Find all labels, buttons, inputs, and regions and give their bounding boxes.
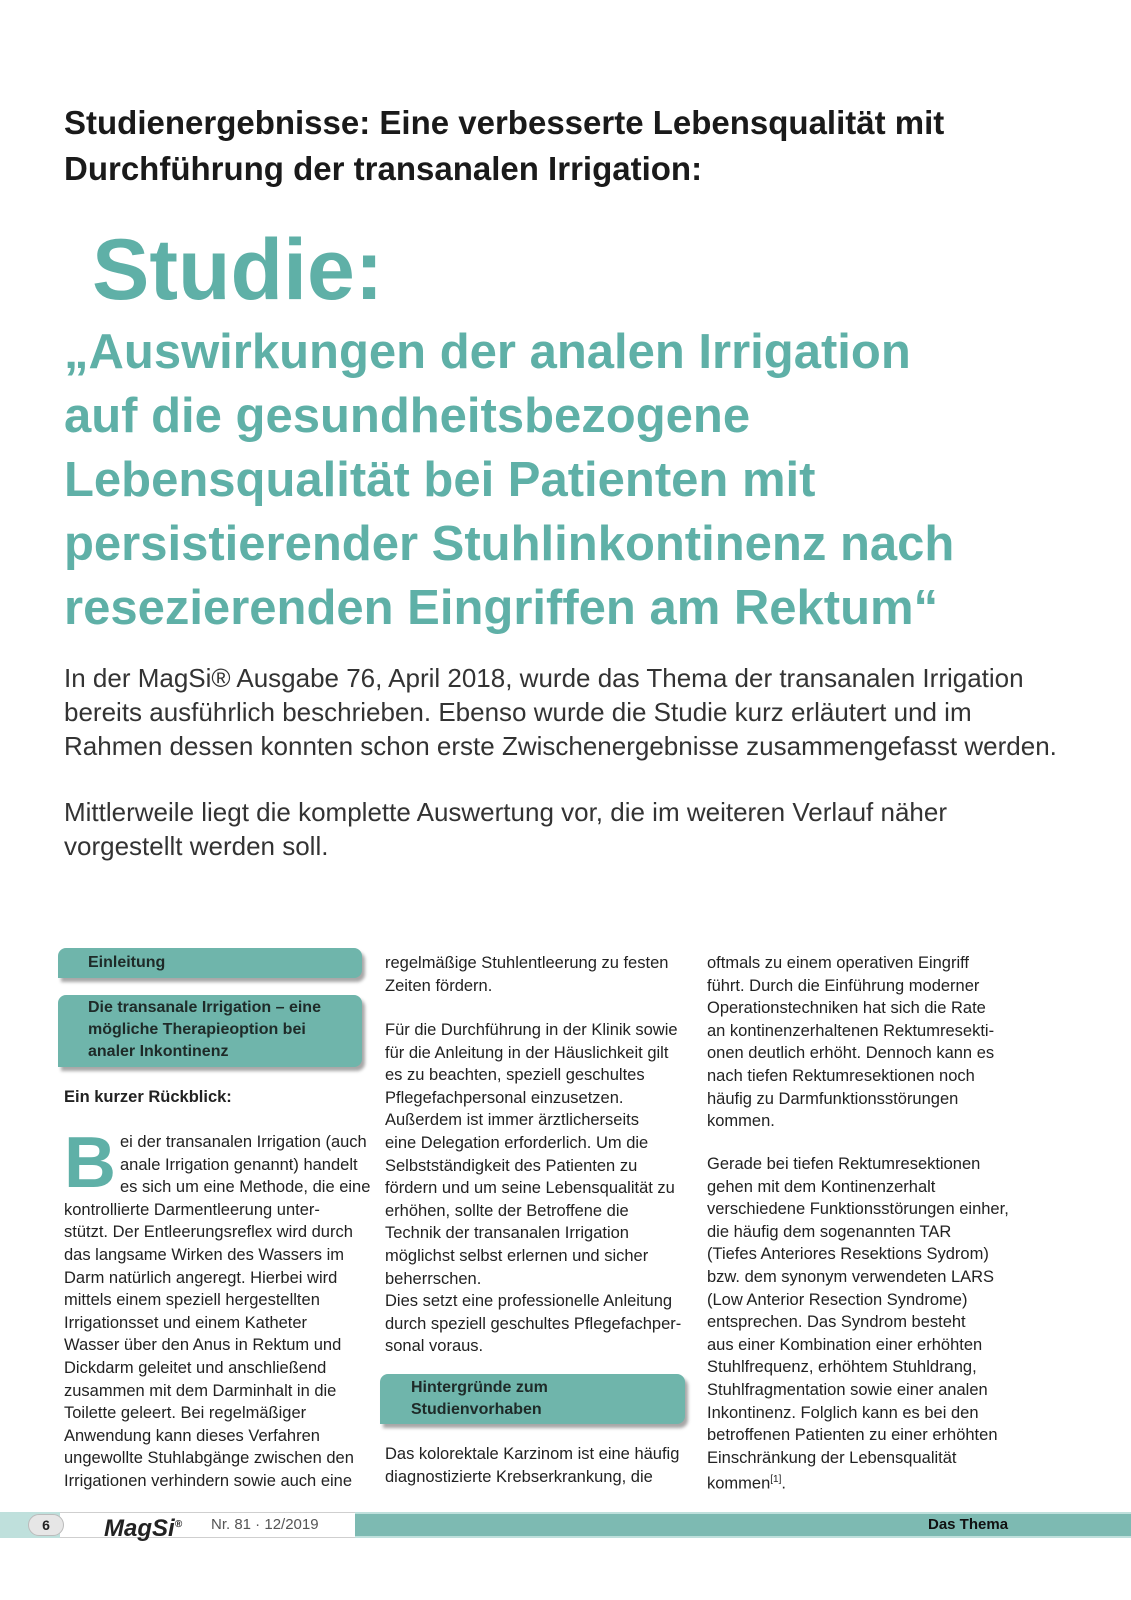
- headline-line-2: Durchführung der transanalen Irrigation:: [64, 150, 703, 187]
- body-line: eine Delegation erforderlich. Um die: [385, 1133, 649, 1152]
- study-title: [64, 320, 1064, 640]
- body-text: .: [781, 1474, 786, 1493]
- column-2-paragraph-2: [385, 1019, 681, 1358]
- body-line: Dies setzt eine professionelle Anleitung: [385, 1292, 673, 1311]
- magsi-logo: [104, 1511, 182, 1543]
- section-tab-hintergruende: [380, 1374, 685, 1424]
- body-line: an kontinenzerhaltenen Rektumresekti-: [707, 1021, 995, 1040]
- body-line: das langsame Wirken des Wassers im: [64, 1245, 344, 1264]
- column-2-paragraph-3: [385, 1443, 679, 1488]
- section-name: Das Thema: [928, 1516, 1009, 1533]
- study-title-line: persistierender Stuhlinkontinenz nach: [64, 517, 955, 571]
- body-line: oftmals zu einem operativen Eingriff: [707, 954, 969, 972]
- body-line: [707, 1469, 1009, 1495]
- study-label: Studie:: [92, 222, 384, 318]
- body-line: verschiedene Funktionsstörungen einher,: [707, 1200, 1009, 1219]
- body-line: ei der transanalen Irrigation (auch: [120, 1133, 367, 1151]
- body-line: (Low Anterior Resection Syndrome): [707, 1290, 968, 1309]
- footnote-reference[interactable]: [1]: [770, 1474, 782, 1486]
- section-tab-einleitung: [58, 948, 362, 978]
- body-line: Außerdem ist immer ärztlicherseits: [385, 1111, 639, 1130]
- column-3-paragraph-1: [707, 952, 994, 1133]
- body-line: entsprechen. Das Syndrom besteht: [707, 1313, 966, 1332]
- body-line: Technik der transanalen Irrigation: [385, 1224, 629, 1243]
- issue-info: Nr. 81 · 12/2019: [211, 1516, 319, 1533]
- headline-line-1: Studienergebnisse: Eine verbesserte Lebensqualität mit: [64, 104, 945, 141]
- body-line: nach tiefen Rektumresektionen noch: [707, 1066, 975, 1085]
- intro-line: Mittlerweile liegt die komplette Auswertung vor, die im weiteren Verlauf näher: [64, 797, 947, 827]
- body-line: die häufig dem sogenannten TAR: [707, 1222, 952, 1241]
- footer-bar: [355, 1514, 1131, 1536]
- body-line: Pflegefachpersonal einzusetzen.: [385, 1088, 624, 1107]
- body-line: Stuhlfragmentation sowie einer analen: [707, 1380, 988, 1399]
- body-line: Stuhlfrequenz, erhöhtem Stuhldrang,: [707, 1358, 977, 1377]
- body-line: Operationstechniken hat sich die Rate: [707, 999, 986, 1018]
- study-title-line: Lebensqualität bei Patienten mit: [64, 453, 816, 507]
- column-1-body: [64, 1123, 371, 1493]
- body-line: stützt. Der Entleerungsreflex wird durch: [64, 1223, 353, 1242]
- section-tab-label: Studienvorhaben: [411, 1401, 542, 1418]
- drop-cap: B: [64, 1123, 116, 1203]
- body-line: Anwendung kann dieses Verfahren: [64, 1426, 320, 1445]
- body-line: gehen mit dem Kontinenzerhalt: [707, 1177, 936, 1196]
- body-line: es zu beachten, speziell geschultes: [385, 1066, 645, 1085]
- body-line: sonal voraus.: [385, 1337, 484, 1356]
- section-tab-label: mögliche Therapieoption bei: [88, 1021, 306, 1038]
- study-title-line: auf die gesundheitsbezogene: [64, 389, 751, 443]
- intro-line: vorgestellt werden soll.: [64, 831, 329, 861]
- body-line: für die Anleitung in der Häuslichkeit gilt: [385, 1043, 669, 1062]
- column-3-paragraph-2: [707, 1153, 1009, 1495]
- body-line: Das kolorektale Karzinom ist eine häufig: [385, 1445, 680, 1463]
- intro-line: Rahmen dessen konnten schon erste Zwischenergebnisse zusammengefasst werden.: [64, 731, 1057, 761]
- body-line: betroffenen Patienten zu einer erhöhten: [707, 1426, 998, 1445]
- intro-line: bereits ausführlich beschrieben. Ebenso wurde die Studie kurz erläutert und im: [64, 697, 972, 727]
- body-line: Einschränkung der Lebensqualität: [707, 1448, 957, 1467]
- registered-mark: ®: [174, 1519, 183, 1530]
- body-line: regelmäßige Stuhlentleerung zu festen: [385, 954, 669, 972]
- body-line: Toilette geleert. Bei regelmäßiger: [64, 1404, 307, 1423]
- intro-line: In der MagSi® Ausgabe 76, April 2018, wurde das Thema der transanalen Irrigation: [64, 663, 1024, 693]
- logo-text: MagSi: [104, 1515, 175, 1542]
- body-text: kommen: [707, 1474, 771, 1493]
- body-line: Gerade bei tiefen Rektumresektionen: [707, 1155, 981, 1173]
- section-tab-transanale-irrigation: [58, 995, 362, 1067]
- body-line: diagnostizierte Krebserkrankung, die: [385, 1467, 653, 1486]
- body-line: führt. Durch die Einführung moderner: [707, 976, 980, 995]
- body-line: kontrollierte Darmentleerung unter-: [64, 1200, 320, 1219]
- section-tab-label: analer Inkontinenz: [88, 1043, 229, 1060]
- section-tab-label: Die transanale Irrigation – eine: [88, 999, 321, 1016]
- page-headline: [64, 100, 1064, 192]
- section-tab-label: Hintergründe zum: [411, 1379, 548, 1396]
- body-line: Dickdarm geleitet und anschließend: [64, 1358, 327, 1377]
- body-line: erhöhen, sollte der Betroffene die: [385, 1201, 629, 1220]
- body-line: es sich um eine Methode, die eine: [120, 1178, 371, 1197]
- body-line: häufig zu Darmfunktionsstörungen: [707, 1089, 959, 1108]
- body-line: bzw. dem synonym verwendeten LARS: [707, 1267, 995, 1286]
- column-2-paragraph-1: [385, 952, 668, 997]
- body-line: möglichst selbst erlernen und sicher: [385, 1246, 649, 1265]
- body-line: Irrigationsset und einem Katheter: [64, 1313, 308, 1332]
- body-line: aus einer Kombination einer erhöhten: [707, 1335, 983, 1354]
- body-line: beherrschen.: [385, 1269, 482, 1288]
- body-line: onen deutlich erhöht. Dennoch kann es: [707, 1044, 995, 1063]
- body-line: Wasser über den Anus in Rektum und: [64, 1336, 342, 1355]
- body-line: Irrigationen verhindern sowie auch eine: [64, 1471, 353, 1490]
- page-number: 6: [28, 1514, 64, 1536]
- body-line: Selbstständigkeit des Patienten zu: [385, 1156, 638, 1175]
- body-line: anale Irrigation genannt) handelt: [120, 1155, 358, 1174]
- body-line: Inkontinenz. Folglich kann es bei den: [707, 1403, 979, 1422]
- body-line: Für die Durchführung in der Klinik sowie: [385, 1021, 678, 1039]
- study-title-line: resezierenden Eingriffen am Rektum“: [64, 581, 939, 635]
- intro-paragraph-1: [64, 661, 1064, 763]
- body-line: mittels einem speziell hergestellten: [64, 1291, 320, 1310]
- study-title-line: „Auswirkungen der analen Irrigation: [64, 325, 911, 379]
- section-tab-label: Einleitung: [88, 954, 166, 971]
- body-line: Zeiten fördern.: [385, 976, 493, 995]
- subheading-rueckblick: Ein kurzer Rückblick:: [64, 1088, 232, 1106]
- body-line: ungewollte Stuhlabgänge zwischen den: [64, 1449, 354, 1468]
- intro-paragraph-2: [64, 795, 1064, 863]
- body-line: (Tiefes Anteriores Resektions Sydrom): [707, 1245, 989, 1264]
- body-line: kommen.: [707, 1112, 775, 1131]
- body-line: zusammen mit dem Darminhalt in die: [64, 1381, 337, 1400]
- body-line: durch speziell geschultes Pflegefachper-: [385, 1314, 682, 1333]
- body-line: Darm natürlich angeregt. Hierbei wird: [64, 1268, 338, 1287]
- body-line: fördern und um seine Lebensqualität zu: [385, 1179, 675, 1198]
